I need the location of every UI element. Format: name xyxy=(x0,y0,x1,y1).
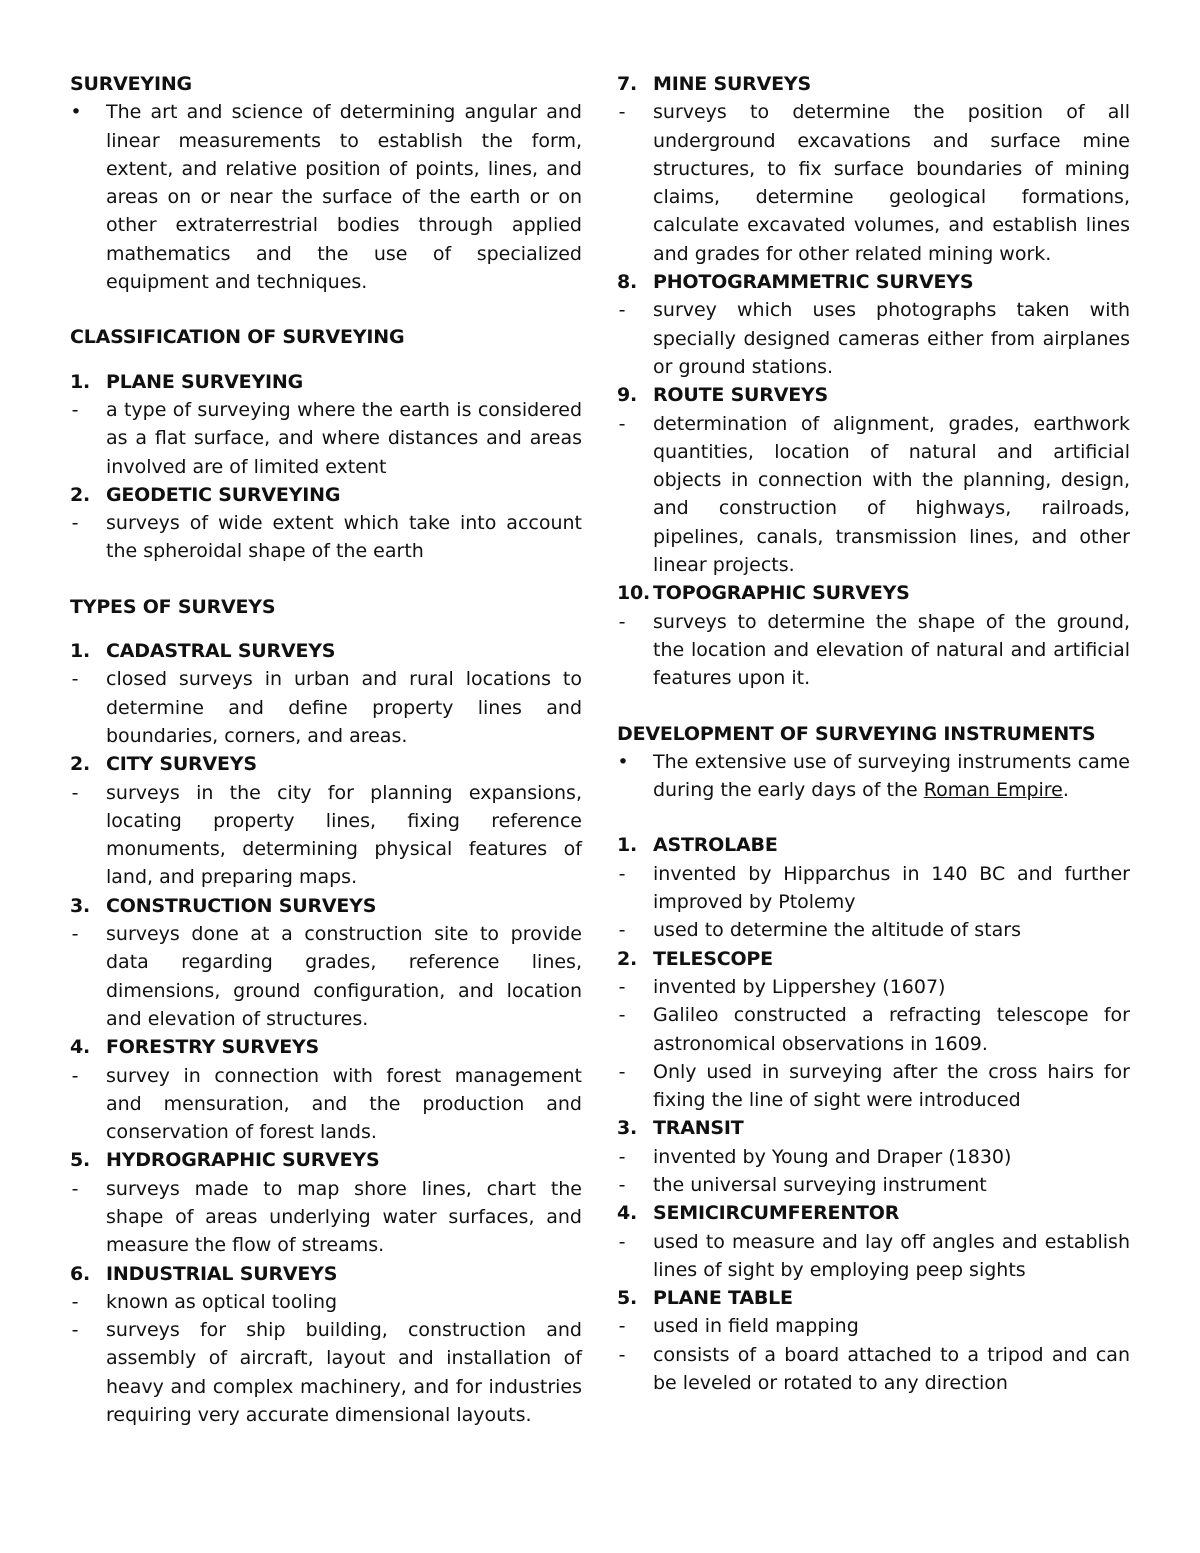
dash-icon: - xyxy=(618,412,626,435)
list-item-description xyxy=(70,1288,582,1316)
description-text: known as optical tooling xyxy=(106,1290,338,1313)
item-title-text: TRANSIT xyxy=(653,1117,744,1140)
list-number: 3. xyxy=(617,1117,638,1140)
section-title-development: DEVELOPMENT OF SURVEYING INSTRUMENTS xyxy=(617,722,1096,745)
description-text: consists of a board attached to a tripod and can be leveled or rotated to any direction xyxy=(653,1343,1130,1395)
definition-text: The art and science of determining angular and linear measurements to establish the form, extent, and relative position of points, lines, and areas on or near the surface of the earth or on other extraterrestrial bodies through applied mathematics and the use of specialized equipment and techniques. xyxy=(106,101,582,294)
dash-icon: - xyxy=(71,1064,79,1087)
dash-icon: - xyxy=(71,512,79,535)
item-title-text: MINE SURVEYS xyxy=(653,73,811,95)
dash-icon: - xyxy=(71,1319,79,1342)
dash-icon: - xyxy=(71,668,79,691)
dash-icon: - xyxy=(618,299,626,322)
list-number: 4. xyxy=(617,1202,638,1225)
list-item-description xyxy=(617,296,1130,381)
list-item-description xyxy=(617,860,1130,917)
list-item-description xyxy=(617,1341,1130,1398)
list-item-title xyxy=(617,1114,1130,1142)
dash-icon: - xyxy=(618,1145,626,1168)
list-number: 4. xyxy=(70,1036,91,1059)
description-text: surveys to determine the shape of the ground, the location and elevation of natural and artificial features upon it. xyxy=(653,610,1130,690)
description-text: used to measure and lay off angles and establish lines of sight by employing peep sights xyxy=(653,1230,1130,1281)
list-item-description xyxy=(617,608,1130,693)
list-item-title xyxy=(617,1199,1130,1227)
item-title-text: PLANE TABLE xyxy=(653,1287,793,1310)
list-number: 5. xyxy=(617,1287,638,1310)
description-text: Only used in surveying after the cross hairs for fixing the line of sight were introduced xyxy=(653,1060,1130,1112)
intro-period: . xyxy=(1062,779,1069,802)
list-item-title xyxy=(617,579,1130,607)
list-item-title xyxy=(70,481,582,509)
list-item-title xyxy=(70,368,582,396)
list-number: 1. xyxy=(70,370,91,393)
list-item-title xyxy=(70,1033,582,1061)
description-text: surveys in the city for planning expansions, locating property lines, fixing reference monuments, determining physical features of land, and preparing maps. xyxy=(106,781,582,889)
list-item-title xyxy=(70,637,582,665)
list-item-description xyxy=(617,1001,1130,1058)
list-item-description xyxy=(70,779,582,892)
list-item-description xyxy=(617,98,1130,268)
list-item-title xyxy=(617,381,1130,409)
list-item-title xyxy=(70,750,582,778)
list-number: 2. xyxy=(617,947,638,970)
right-column xyxy=(617,70,1130,1397)
description-text: surveys made to map shore lines, chart the shape of areas underlying water surfaces, and measure the flow of streams. xyxy=(106,1177,582,1257)
description-text: invented by Young and Draper (1830) xyxy=(653,1145,1012,1168)
list-number: 1. xyxy=(617,834,638,857)
item-title-text: INDUSTRIAL SURVEYS xyxy=(106,1262,338,1285)
list-item-title xyxy=(617,1284,1130,1312)
list-item-title xyxy=(70,1260,582,1288)
dash-icon: - xyxy=(618,1173,626,1196)
description-text: survey which uses photographs taken with specially designed cameras either from airplanes or ground stations. xyxy=(653,299,1130,378)
section-title-types: TYPES OF SURVEYS xyxy=(70,595,276,618)
list-item-description xyxy=(70,1175,582,1260)
list-number: 1. xyxy=(70,640,91,663)
description-text: a type of surveying where the earth is considered as a flat surface, and where distances and areas involved are of limited extent xyxy=(106,398,582,478)
list-item-description xyxy=(617,1058,1130,1115)
section-title-surveying: SURVEYING xyxy=(70,73,192,95)
dash-icon: - xyxy=(618,975,626,998)
classification-list xyxy=(70,368,582,566)
dash-icon: - xyxy=(618,101,626,124)
description-text: the universal surveying instrument xyxy=(653,1173,987,1196)
list-item-title xyxy=(70,1146,582,1174)
dash-icon: - xyxy=(71,781,79,804)
list-item-description xyxy=(70,665,582,750)
list-item-description xyxy=(617,1228,1130,1285)
left-column xyxy=(70,70,582,1429)
description-text: Galileo constructed a refracting telescope for astronomical observations in 1609. xyxy=(653,1004,1130,1055)
item-title-text: ROUTE SURVEYS xyxy=(653,384,829,407)
bullet-icon: • xyxy=(70,101,82,124)
description-text: surveys done at a construction site to provide data regarding grades, reference lines, dimensions, ground configuration, and location and elevation of structures. xyxy=(106,923,582,1030)
dash-icon: - xyxy=(618,919,626,942)
dash-icon: - xyxy=(71,1177,79,1200)
description-text: determination of alignment, grades, earthwork quantities, location of natural and artificial objects in connection with the planning, design, and construction of highways, railroads, pipelines, canals, transmission lines, and other linear projects. xyxy=(653,412,1130,577)
description-text: surveys for ship building, construction and assembly of aircraft, layout and installation of heavy and complex machinery, and for industries requiring very accurate dimensional layouts. xyxy=(106,1319,582,1427)
intro-text: The extensive use of surveying instruments came during the early days of the xyxy=(653,750,1130,802)
dash-icon: - xyxy=(71,1290,79,1313)
list-number: 8. xyxy=(617,271,638,294)
list-item-description xyxy=(70,1316,582,1429)
list-item-description xyxy=(70,396,582,481)
section-title-classification: CLASSIFICATION OF SURVEYING xyxy=(70,326,405,349)
list-number: 9. xyxy=(617,384,638,407)
list-item-description xyxy=(617,916,1130,944)
list-item-description xyxy=(617,1143,1130,1171)
list-item-description xyxy=(70,1062,582,1147)
list-item-description xyxy=(617,1171,1130,1199)
dash-icon: - xyxy=(71,398,79,421)
instruments-list xyxy=(617,831,1130,1397)
list-item-title xyxy=(617,831,1130,859)
item-title-text: PLANE SURVEYING xyxy=(106,370,303,393)
item-title-text: GEODETIC SURVEYING xyxy=(106,483,341,506)
types-list-continued xyxy=(617,70,1130,693)
item-title-text: SEMICIRCUMFERENTOR xyxy=(653,1202,900,1225)
dash-icon: - xyxy=(618,1004,626,1027)
dash-icon: - xyxy=(618,1230,626,1253)
types-list xyxy=(70,637,582,1429)
description-text: used in field mapping xyxy=(653,1315,859,1338)
roman-empire-link[interactable]: Roman Empire xyxy=(923,779,1063,802)
list-number: 2. xyxy=(70,753,91,776)
item-title-text: CONSTRUCTION SURVEYS xyxy=(106,894,377,917)
item-title-text: CITY SURVEYS xyxy=(106,753,257,776)
list-item-title xyxy=(70,892,582,920)
list-item-description xyxy=(70,509,582,566)
description-text: invented by Lippershey (1607) xyxy=(653,975,946,998)
list-number: 2. xyxy=(70,483,91,506)
dash-icon: - xyxy=(618,1315,626,1338)
list-item-description xyxy=(617,410,1130,580)
item-title-text: CADASTRAL SURVEYS xyxy=(106,640,336,663)
item-title-text: TOPOGRAPHIC SURVEYS xyxy=(653,582,910,605)
list-number: 7. xyxy=(617,73,638,95)
description-text: closed surveys in urban and rural locations to determine and define property lines and boundaries, corners, and areas. xyxy=(106,668,582,747)
item-title-text: FORESTRY SURVEYS xyxy=(106,1036,320,1059)
dash-icon: - xyxy=(618,1343,626,1366)
description-text: invented by Hipparchus in 140 BC and further improved by Ptolemy xyxy=(653,862,1130,914)
list-item-title xyxy=(617,945,1130,973)
item-title-text: TELESCOPE xyxy=(653,947,773,970)
description-text: used to determine the altitude of stars xyxy=(653,919,1021,942)
dash-icon: - xyxy=(618,1060,626,1083)
surveying-definition xyxy=(70,98,582,296)
list-number: 10. xyxy=(617,582,651,605)
description-text: surveys to determine the position of all underground excavations and surface mine structures, to fix surface boundaries of mining claims, determine geological formations, calculate excavated volumes, and establish lines and grades for other related mining work. xyxy=(653,101,1130,265)
list-number: 3. xyxy=(70,894,91,917)
dash-icon: - xyxy=(618,862,626,885)
item-title-text: ASTROLABE xyxy=(653,834,778,857)
dash-icon: - xyxy=(71,923,79,946)
list-item-title xyxy=(617,70,1130,98)
dash-icon: - xyxy=(618,610,626,633)
bullet-icon: • xyxy=(617,750,629,773)
item-title-text: PHOTOGRAMMETRIC SURVEYS xyxy=(653,271,974,294)
description-text: surveys of wide extent which take into account the spheroidal shape of the earth xyxy=(106,512,582,563)
list-number: 5. xyxy=(70,1149,91,1172)
list-item-title xyxy=(617,268,1130,296)
list-item-description xyxy=(70,920,582,1033)
item-title-text: HYDROGRAPHIC SURVEYS xyxy=(106,1149,380,1172)
development-intro xyxy=(617,748,1130,805)
list-item-description xyxy=(617,1312,1130,1340)
list-item-description xyxy=(617,973,1130,1001)
description-text: survey in connection with forest management and mensuration, and the production and conservation of forest lands. xyxy=(106,1064,582,1144)
list-number: 6. xyxy=(70,1262,91,1285)
